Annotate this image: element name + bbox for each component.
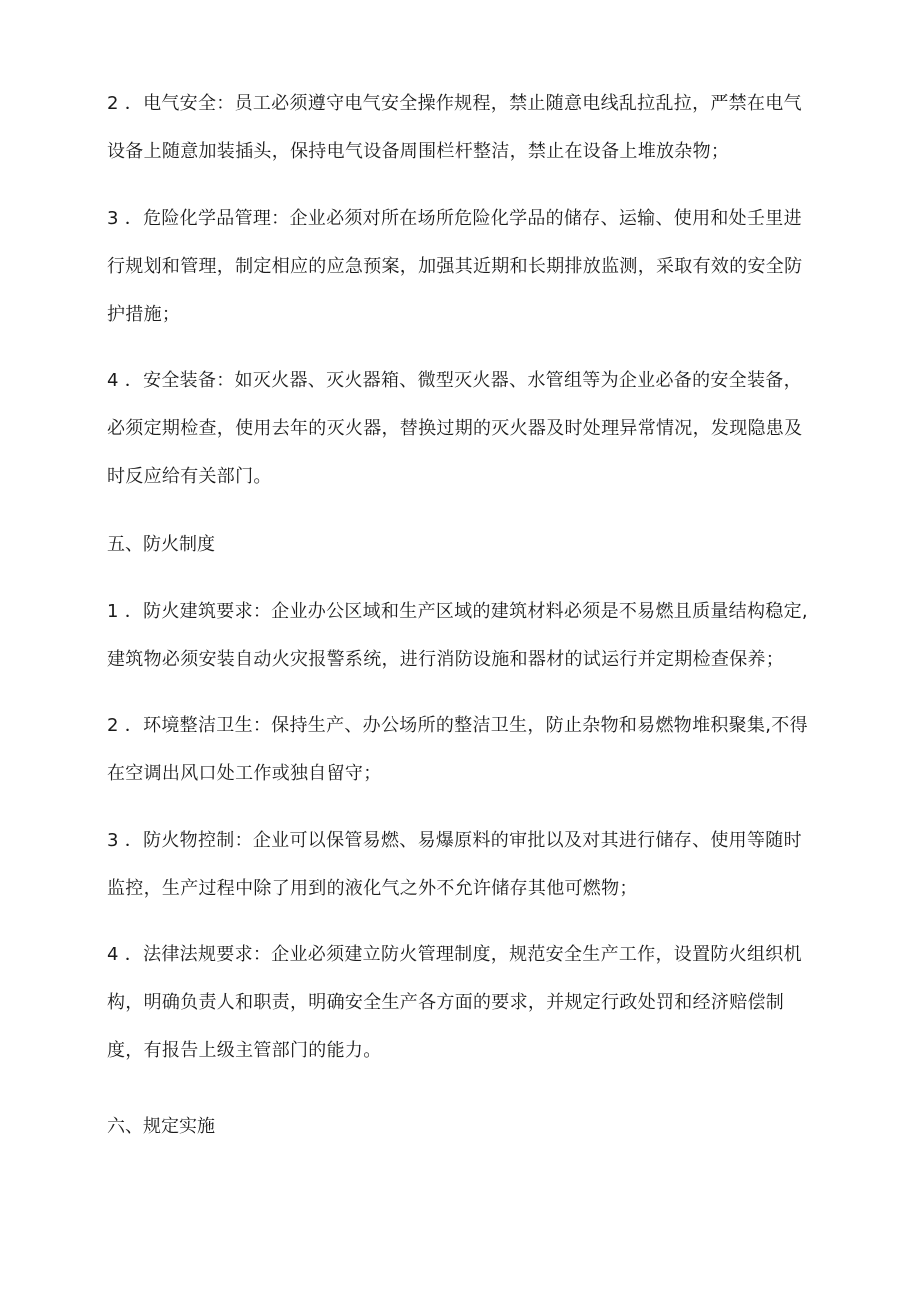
paragraph-line: 3 ．防火物控制：企业可以保管易燃、易爆原料的审批以及对其进行储存、使用等随时 [107, 830, 802, 851]
paragraph-line: 行规划和管理，制定相应的应急预案，加强其近期和长期排放监测，采取有效的安全防 [107, 256, 803, 277]
paragraph-line: 在空调出风口处工作或独自留守； [107, 763, 382, 784]
paragraph-line: 度，有报告上级主管部门的能力。 [107, 1040, 382, 1061]
paragraph-line: 必须定期检查，使用去年的灭火器，替换过期的灭火器及时处理异常情况，发现隐患及 [107, 418, 803, 439]
paragraph-line: 2 ．环境整洁卫生：保持生产、办公场所的整洁卫生，防止杂物和易燃物堆积聚集,不得 [107, 715, 808, 736]
paragraph-line: 2 ．电气安全：员工必须遵守电气安全操作规程，禁止随意电线乱拉乱拉，严禁在电气 [107, 93, 802, 114]
paragraph-line: 4 ．法律法规要求：企业必须建立防火管理制度，规范安全生产工作，设置防火组织机 [107, 944, 802, 965]
paragraph-line: 3 ．危险化学品管理：企业必须对所在场所危险化学品的储存、运输、使用和处壬里进 [107, 208, 802, 229]
paragraph-line: 4 ．安全装备：如灭火器、灭火器箱、微型灭火器、水管组等为企业必备的安全装备， [107, 370, 802, 391]
paragraph-line: 设备上随意加装插头，保持电气设备周围栏杆整洁，禁止在设备上堆放杂物； [107, 141, 730, 162]
paragraph-line: 监控，生产过程中除了用到的液化气之外不允许储存其他可燃物； [107, 878, 638, 899]
paragraph-line: 1 ．防火建筑要求：企业办公区域和生产区域的建筑材料必须是不易燃且质量结构稳定, [107, 601, 808, 622]
paragraph-line: 建筑物必须安装自动火灾报警系统，进行消防设施和器材的试运行并定期检查保养； [107, 649, 785, 670]
paragraph-line: 护措施； [107, 304, 181, 325]
section-heading: 五、防火制度 [107, 534, 215, 555]
paragraph-line: 时反应给有关部门。 [107, 466, 272, 487]
section-heading: 六、规定实施 [107, 1116, 215, 1137]
paragraph-line: 构，明确负责人和职责，明确安全生产各方面的要求，并规定行政处罚和经济赔偿制 [107, 992, 785, 1013]
